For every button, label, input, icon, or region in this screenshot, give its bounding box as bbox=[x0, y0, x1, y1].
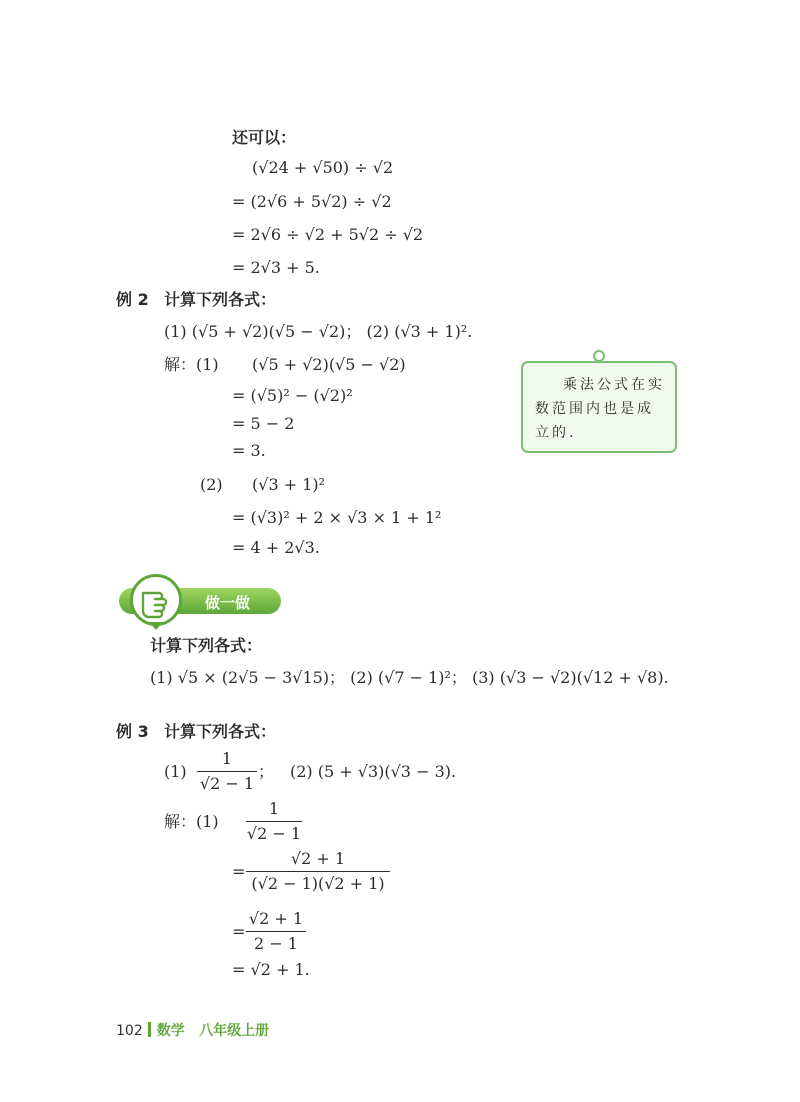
do-it-tail bbox=[149, 622, 163, 630]
ex3-s2-fraction bbox=[246, 848, 390, 895]
ex3-s2-denominator: (√2 − 1)(√2 + 1) bbox=[251, 874, 385, 893]
ex3-p1-denominator: √2 − 1 bbox=[199, 774, 255, 793]
ex3-s3-fraction bbox=[246, 908, 306, 955]
ex2-part2-step-2: = (√3)² + 2 × √3 × 1 + 1² bbox=[232, 508, 442, 527]
ex3-p1-numerator: 1 bbox=[221, 749, 233, 768]
ex2-part1-step-3: = 5 − 2 bbox=[232, 414, 295, 433]
example-2-solution-label: 解：(1) bbox=[164, 355, 219, 374]
example-3-label: 例 3 bbox=[116, 722, 149, 741]
example-2-problems: (1) (√5 + √2)(√5 − √2)； (2) (√3 + 1)². bbox=[164, 322, 473, 341]
ex3-p1-label: (1) bbox=[164, 762, 187, 781]
tip-pin-icon bbox=[593, 350, 605, 362]
ex3-p1-separator: ； bbox=[258, 762, 275, 781]
ex3-s3-equals: = bbox=[232, 922, 246, 941]
ex2-part2-step-3: = 4 + 2√3. bbox=[232, 538, 320, 557]
ex2-part2-step-1: (√3 + 1)² bbox=[252, 475, 326, 494]
do-it-prompt: 计算下列各式： bbox=[150, 636, 263, 655]
tip-text: 乘法公式在实数范围内也是成立的. bbox=[535, 377, 665, 441]
alt-step-3: = 2√6 ÷ √2 + 5√2 ÷ √2 bbox=[232, 225, 424, 244]
ex3-s3-denominator: 2 − 1 bbox=[254, 934, 298, 953]
alt-method-intro: 还可以： bbox=[232, 128, 297, 147]
ex3-p2: (2) (5 + √3)(√3 − 3). bbox=[290, 762, 457, 781]
alt-step-1: (√24 + √50) ÷ √2 bbox=[252, 158, 394, 177]
hand-pointer-icon bbox=[133, 577, 179, 623]
ex3-s2-equals: = bbox=[232, 862, 246, 881]
ex3-s1-numerator: 1 bbox=[268, 799, 280, 818]
footer-divider bbox=[148, 1022, 151, 1037]
ex3-s3-numerator: √2 + 1 bbox=[248, 909, 304, 928]
ex3-s4: = √2 + 1. bbox=[232, 960, 310, 979]
tip-box bbox=[521, 361, 677, 453]
footer-book: 八年级上册 bbox=[199, 1023, 270, 1039]
example-2-prompt: 计算下列各式： bbox=[164, 290, 277, 309]
ex3-s1-fraction bbox=[246, 798, 302, 845]
ex2-part2-label: (2) bbox=[200, 475, 223, 494]
ex2-part1-step-1: (√5 + √2)(√5 − √2) bbox=[252, 355, 406, 374]
do-it-badge bbox=[130, 574, 182, 626]
ex3-s1-denominator: √2 − 1 bbox=[246, 824, 302, 843]
ex3-p1-fraction bbox=[197, 748, 257, 795]
ex2-part1-step-2: = (√5)² − (√2)² bbox=[232, 386, 353, 405]
page-footer bbox=[116, 1020, 269, 1040]
do-it-title: 做一做 bbox=[205, 594, 251, 612]
ex3-solution-label: 解：(1) bbox=[164, 812, 219, 831]
example-3-prompt: 计算下列各式： bbox=[164, 722, 277, 741]
example-2-label: 例 2 bbox=[116, 290, 149, 309]
alt-step-4: = 2√3 + 5. bbox=[232, 258, 320, 277]
footer-subject: 数学 bbox=[156, 1023, 185, 1039]
page-number: 102 bbox=[116, 1023, 143, 1039]
alt-step-2: = (2√6 + 5√2) ÷ √2 bbox=[232, 192, 392, 211]
do-it-problems: (1) √5 × (2√5 − 3√15)； (2) (√7 − 1)²； (3) (√3 − √2)(√12 + √8). bbox=[150, 668, 669, 687]
ex2-part1-step-4: = 3. bbox=[232, 441, 266, 460]
ex3-s2-numerator: √2 + 1 bbox=[290, 849, 346, 868]
